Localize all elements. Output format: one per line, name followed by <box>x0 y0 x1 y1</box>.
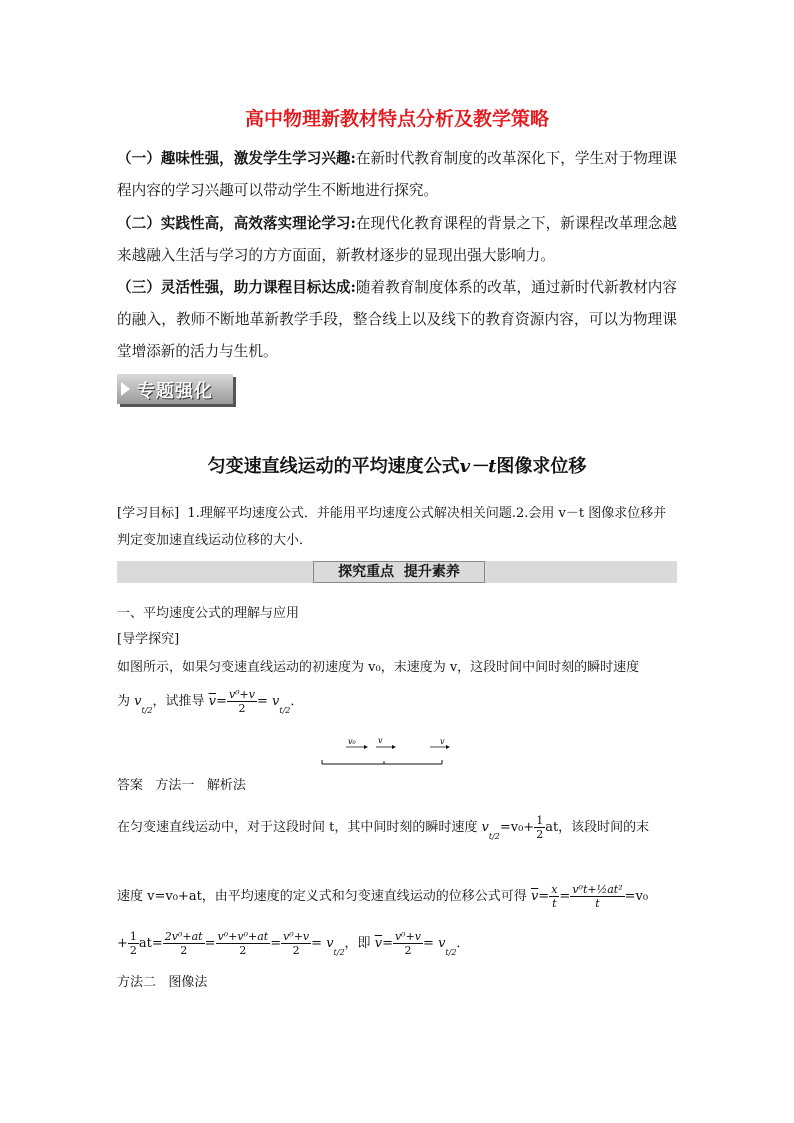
answer-line <box>117 775 246 797</box>
ribbon-arrow-icon <box>121 382 130 396</box>
section-1-text: 在新时代教育制度的改革深化下，学生对于物理课程内容的学习兴趣可以带动学生不断地进行探究。 <box>117 150 677 199</box>
fraction-position-over-t: $\frac{\text{v⁰t+½at²}}{t}$ <box>572 883 623 910</box>
goal-text: 1.理解平均速度公式．并能用平均速度公式解决相关问题.2.会用 v－t 图像求位移并判定变加速直线运动位移的大小． <box>117 506 667 548</box>
lesson-title-end: 图像求位移 <box>496 456 587 477</box>
v-bar-symbol: $\overline{v}$ <box>208 694 217 709</box>
intro-line-2: 为 $v_{t/2}$，试推导 $\overline{v}=$ $\frac{\text{v⁰+v}}{2}$ = $v_{t/2}$． <box>117 688 304 715</box>
ribbon-label: 专题强化 <box>137 381 213 402</box>
diagram-arrowhead-v0 <box>364 745 368 749</box>
banner-left: 探究重点 <box>338 564 395 580</box>
section-3-text: 随着教育制度体系的改革，通过新时代新教材内容的融入，教师不断地革新教学手段，整合线上以及线下的教育资源内容，可以为物理课堂增添新的活力与生机。 <box>117 279 677 360</box>
diagram-label-v0: v₀ <box>348 737 356 746</box>
fraction-step-2: $\frac{\text{v⁰+v⁰+at}}{2}$ <box>217 930 269 957</box>
derive-line-3: + $\frac{1}{2}$ at= $\frac{\text{2v⁰+at}}{2}$ = $\frac{\text{v⁰+v⁰+at}}{2}$ = $\frac{\text{v⁰+v}}{2}$ = $v_{t/2}$，即 $\overline{v}=$ $\frac{\text{v⁰+v}}{2}$ = $v_{t/2}$． <box>117 930 470 957</box>
guide-label: [导学探究] <box>117 632 180 647</box>
lesson-title-symbol: v－t <box>459 456 497 477</box>
intro-c: ，试推导 <box>152 694 205 709</box>
method-1-label: 方法一 <box>155 778 195 793</box>
topic-ribbon <box>117 374 237 408</box>
fraction-v0-plus-v: $\frac{\text{v⁰+v}}{2}$ <box>228 688 255 715</box>
lesson-title-main: 匀变速直线运动的平均速度公式 <box>207 456 460 477</box>
method-2-line <box>117 972 207 994</box>
method-1-name: 解析法 <box>206 778 246 793</box>
diagram-arrowhead-v <box>446 745 450 749</box>
derive-l1b: =v₀+ <box>499 820 535 835</box>
method-2-label: 方法二 <box>117 975 157 990</box>
section-2-text: 在现代化教育课程的背景之下，新课程改革理念越来越融入生活与学习的方方面面，新教材逐步的显现出强大影响力。 <box>117 215 677 264</box>
fraction-step-4: $\frac{\text{v⁰+v}}{2}$ <box>394 930 422 957</box>
diagram-label-vmid: v <box>378 736 383 745</box>
lesson-title <box>0 452 794 478</box>
intro-b: 为 <box>117 694 131 709</box>
banner-box <box>313 561 485 583</box>
fraction-step-1: $\frac{\text{2v⁰+at}}{2}$ <box>164 930 203 957</box>
intro-d: ． <box>290 694 304 709</box>
banner-right: 提升素养 <box>403 564 460 580</box>
derive-l3c: ，即 <box>344 936 371 951</box>
fraction-x-over-t: $\frac{x}{t}$ <box>551 883 558 910</box>
v-mid-symbol-3: $v_{t/2}$ <box>481 820 500 841</box>
section-2 <box>117 208 677 272</box>
intro-line-1: 如图所示，如果匀变速直线运动的初速度为 v₀，末速度为 v，这段时间中间时刻的瞬时速度 <box>117 660 640 675</box>
derive-l1c: at，该段时间的末 <box>545 820 650 835</box>
derive-l2: 速度 v=v₀+at，由平均速度的定义式和匀变速直线运动的位移公式可得 <box>117 889 527 904</box>
derive-line-1 <box>117 814 649 848</box>
derive-l2b: =v₀ <box>624 889 649 904</box>
fraction-step-3: $\frac{\text{v⁰+v}}{2}$ <box>283 930 310 957</box>
v-bar-symbol-2: $\overline{v}$ <box>530 889 539 904</box>
page-title: 高中物理新教材特点分析及教学策略 <box>244 108 549 130</box>
goal-label: [学习目标] <box>117 506 180 521</box>
derive-l3d: ． <box>456 936 470 951</box>
v-mid-symbol-5: $v_{t/2}$ <box>438 936 457 957</box>
section-3 <box>117 272 677 368</box>
section-1 <box>117 143 677 207</box>
v-bar-symbol-3: $\overline{v}$ <box>374 936 383 951</box>
section-banner <box>117 561 677 583</box>
derive-l1: 在匀变速直线运动中，对于这段时间 t，其中间时刻的瞬时速度 <box>117 820 478 835</box>
derive-l3b: at= <box>138 936 163 951</box>
method-2-name: 图像法 <box>168 975 208 990</box>
learning-goals <box>117 500 677 554</box>
diagram-arrowhead-vmid <box>392 745 396 749</box>
velocity-diagram <box>320 734 444 770</box>
part-heading: 一、平均速度公式的理解与应用 <box>117 606 300 621</box>
fraction-half-1: $\frac{1}{2}$ <box>536 814 544 841</box>
derive-line-2: 速度 v=v₀+at，由平均速度的定义式和匀变速直线运动的位移公式可得 $\overline{v}=$ $\frac{x}{t}$ = $\frac{\text{v⁰t+½at²}}{t}$ =v₀ <box>117 883 649 910</box>
section-3-heading: （三）灵活性强，助力课程目标达成: <box>117 279 356 296</box>
v-mid-symbol-4: $v_{t/2}$ <box>326 936 345 957</box>
section-1-heading: （一）趣味性强，激发学生学习兴趣: <box>117 150 356 167</box>
fraction-half-2: $\frac{1}{2}$ <box>129 930 137 957</box>
v-mid-symbol-2: $v_{t/2}$ <box>272 694 291 715</box>
section-2-heading: （二）实践性高，高效落实理论学习: <box>117 215 356 232</box>
v-mid-symbol: $v_{t/2}$ <box>134 694 153 715</box>
diagram-label-v: v <box>440 737 445 746</box>
derive-l3a: + <box>117 936 128 951</box>
answer-label: 答案 <box>117 778 144 793</box>
